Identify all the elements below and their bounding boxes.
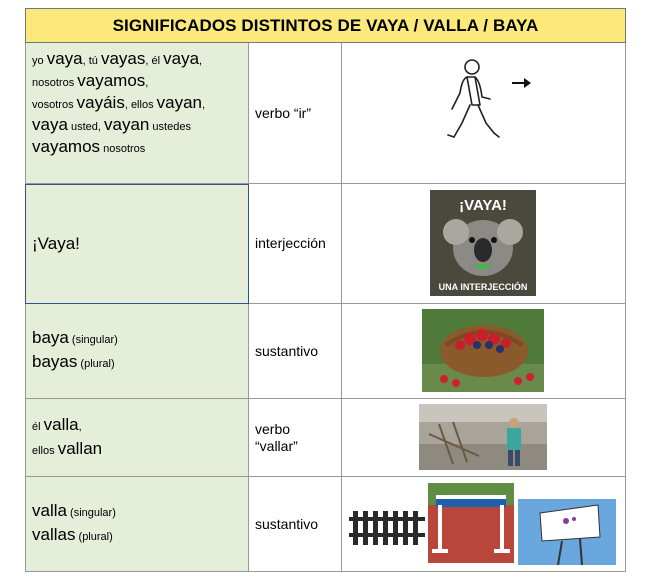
meanings-table bbox=[25, 8, 626, 572]
walking-person-arrow-icon bbox=[442, 57, 532, 139]
verb-form: vayas bbox=[100, 49, 146, 68]
pronoun-label: ustedes bbox=[149, 121, 191, 133]
form-line bbox=[32, 71, 248, 93]
verb-form: vayan bbox=[104, 115, 150, 134]
row-4-forms-cell bbox=[25, 399, 249, 477]
row-5-image-cell bbox=[342, 477, 626, 572]
row-5-category: sustantivo bbox=[255, 515, 319, 532]
pronoun-label: , bbox=[199, 55, 203, 67]
verb-form: valla bbox=[32, 501, 67, 520]
form-line bbox=[32, 93, 248, 115]
verb-form: baya bbox=[32, 328, 69, 347]
billboard-photo bbox=[518, 499, 616, 565]
fence-icon bbox=[349, 507, 427, 547]
row-2-image-cell bbox=[342, 184, 626, 304]
table-title: SIGNIFICADOS DISTINTOS DE VAYA / VALLA / BAYA bbox=[25, 8, 626, 43]
meme-top-text: ¡VAYA! bbox=[459, 197, 507, 214]
row-4-category bbox=[249, 421, 298, 455]
form-line bbox=[32, 414, 102, 438]
form-line bbox=[32, 438, 102, 462]
pronoun-label: usted, bbox=[67, 121, 104, 133]
worker-fencing-photo bbox=[419, 404, 547, 470]
row-5-category-cell bbox=[249, 477, 342, 572]
verb-form: vayamos bbox=[77, 71, 146, 90]
row-4-category-line-1: verbo bbox=[255, 420, 291, 437]
row-3-image-cell bbox=[342, 304, 626, 399]
form-line bbox=[32, 233, 80, 255]
pronoun-label: nosotros bbox=[32, 77, 78, 89]
row-1-forms-cell bbox=[25, 43, 249, 184]
pronoun-label: , bbox=[145, 77, 149, 89]
row-2-forms bbox=[26, 233, 80, 255]
pronoun-label: , tú bbox=[82, 55, 101, 67]
form-line bbox=[32, 327, 118, 351]
verb-form: bayas bbox=[32, 352, 78, 371]
row-1-image-cell bbox=[342, 43, 626, 184]
row-5-forms-cell bbox=[25, 477, 249, 572]
verb-form: vaya bbox=[46, 49, 83, 68]
row-4-category-line-2: “vallar” bbox=[255, 437, 298, 454]
pronoun-label: (plural) bbox=[77, 358, 115, 370]
form-line bbox=[32, 115, 248, 137]
meme-bottom-text: UNA INTERJECCIÓN bbox=[438, 282, 528, 292]
form-line bbox=[32, 351, 118, 375]
form-line bbox=[32, 524, 116, 548]
verb-form: ¡Vaya! bbox=[32, 233, 80, 253]
row-2-category-cell bbox=[249, 184, 342, 304]
berries-basket-photo bbox=[422, 309, 544, 392]
pronoun-label: , ellos bbox=[124, 99, 157, 111]
pronoun-label: , bbox=[78, 420, 82, 433]
row-3-forms bbox=[26, 327, 118, 375]
row-1-category: verbo “ir” bbox=[255, 104, 312, 121]
row-2-forms-cell bbox=[25, 184, 249, 304]
verb-form: vaya bbox=[32, 115, 68, 134]
row-4-forms bbox=[26, 414, 102, 462]
hurdle-photo bbox=[428, 483, 514, 563]
verb-form: vayan bbox=[156, 93, 202, 112]
pronoun-label: (plural) bbox=[75, 531, 113, 543]
row-1-category-cell bbox=[249, 43, 342, 184]
verb-form: vallas bbox=[32, 525, 76, 544]
form-line bbox=[32, 137, 248, 159]
row-1-forms bbox=[26, 43, 248, 159]
verb-form: vayamos bbox=[32, 137, 101, 156]
verb-form: vayáis bbox=[76, 93, 125, 112]
row-4-image-cell bbox=[342, 399, 626, 477]
verb-form: valla bbox=[43, 414, 79, 434]
pronoun-label: nosotros bbox=[100, 143, 146, 155]
form-line bbox=[32, 500, 116, 524]
koala-meme-image bbox=[430, 190, 536, 296]
pronoun-label: yo bbox=[32, 55, 47, 67]
pronoun-label: vosotros bbox=[32, 99, 77, 111]
pronoun-label: él bbox=[32, 420, 44, 433]
pronoun-label: , él bbox=[145, 55, 164, 67]
pronoun-label: (singular) bbox=[66, 507, 116, 519]
verb-form: vaya bbox=[163, 49, 200, 68]
row-3-category-cell bbox=[249, 304, 342, 399]
row-5-forms bbox=[26, 500, 116, 548]
row-2-category: interjección bbox=[255, 235, 326, 251]
verb-form: vallan bbox=[57, 438, 103, 458]
row-3-category: sustantivo bbox=[255, 342, 319, 359]
pronoun-label: (singular) bbox=[68, 334, 118, 346]
pronoun-label: ellos bbox=[32, 444, 58, 457]
row-4-category-cell bbox=[249, 399, 342, 477]
form-line bbox=[32, 49, 248, 71]
row-3-forms-cell bbox=[25, 304, 249, 399]
pronoun-label: , bbox=[202, 99, 206, 111]
